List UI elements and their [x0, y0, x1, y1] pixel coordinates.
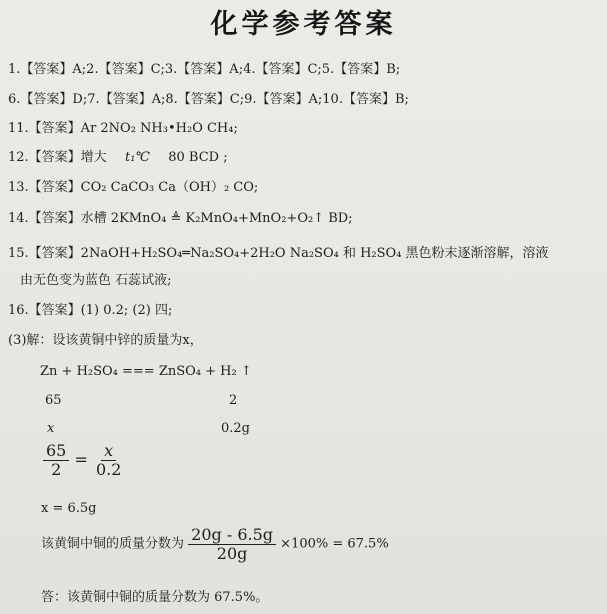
- answer-line-1-5: 1.【答案】A;2.【答案】C;3.【答案】A;4.【答案】C;5.【答案】B;: [8, 62, 401, 77]
- percentage-result: ×100% = 67.5%: [280, 536, 389, 552]
- ratio-right-fraction: $\frac{x}{0.2}$: [95, 441, 122, 479]
- solution-intro: (3)解：设该黄铜中锌的质量为x，: [8, 333, 203, 348]
- answer-line-11: 11.【答案】Ar 2NO₂ NH₃•H₂O CH₄;: [8, 121, 238, 136]
- answer-line-15-cont: 由无色变为蓝色 石蕊试液;: [20, 273, 172, 288]
- reaction-equation: Zn + H₂SO₄ === ZnSO₄ + H₂ ↑: [40, 364, 252, 379]
- solution-result: x = 6.5g: [41, 501, 97, 516]
- mass-h2-value: 0.2g: [221, 421, 250, 436]
- answer-12-part-b: t₁℃: [124, 150, 150, 165]
- molar-mass-h2: 2: [229, 393, 238, 408]
- percentage-fraction: $\frac{20g - 6.5g}{20g}$: [188, 527, 276, 562]
- answer-line-14: 14.【答案】水槽 2KMnO₄ ≜ K₂MnO₄+MnO₂+O₂↑ BD;: [8, 211, 353, 226]
- answer-line-15: 15.【答案】2NaOH+H₂SO₄═Na₂SO₄+2H₂O Na₂SO₄ 和 H₂SO₄ 黑色粉末逐渐溶解，溶液: [8, 246, 549, 261]
- ratio-left-fraction: $\frac{65}{2}$: [43, 443, 69, 478]
- percentage-label: 该黄铜中铜的质量分数为: [41, 536, 185, 552]
- answer-12-part-c: 80 BCD ;: [168, 150, 228, 165]
- ratio-equation: $\frac{65}{2}$ = $\frac{x}{0.2}$: [43, 443, 124, 478]
- answer-line-13: 13.【答案】CO₂ CaCO₃ Ca（OH）₂ CO;: [8, 180, 259, 195]
- answer-line-6-10: 6.【答案】D;7.【答案】A;8.【答案】C;9.【答案】A;10.【答案】B;: [8, 92, 409, 107]
- mass-zn-unknown: x: [47, 421, 55, 436]
- answer-line-16: 16.【答案】(1) 0.2; (2) 四;: [8, 303, 173, 318]
- molar-mass-zn: 65: [45, 393, 62, 408]
- answer-line-12: [8, 150, 228, 166]
- final-answer: 答：该黄铜中铜的质量分数为 67.5%。: [41, 590, 269, 605]
- percentage-calculation: [41, 527, 389, 562]
- page-title: 化学参考答案: [210, 9, 397, 40]
- answer-12-part-a: 12.【答案】增大: [8, 150, 107, 165]
